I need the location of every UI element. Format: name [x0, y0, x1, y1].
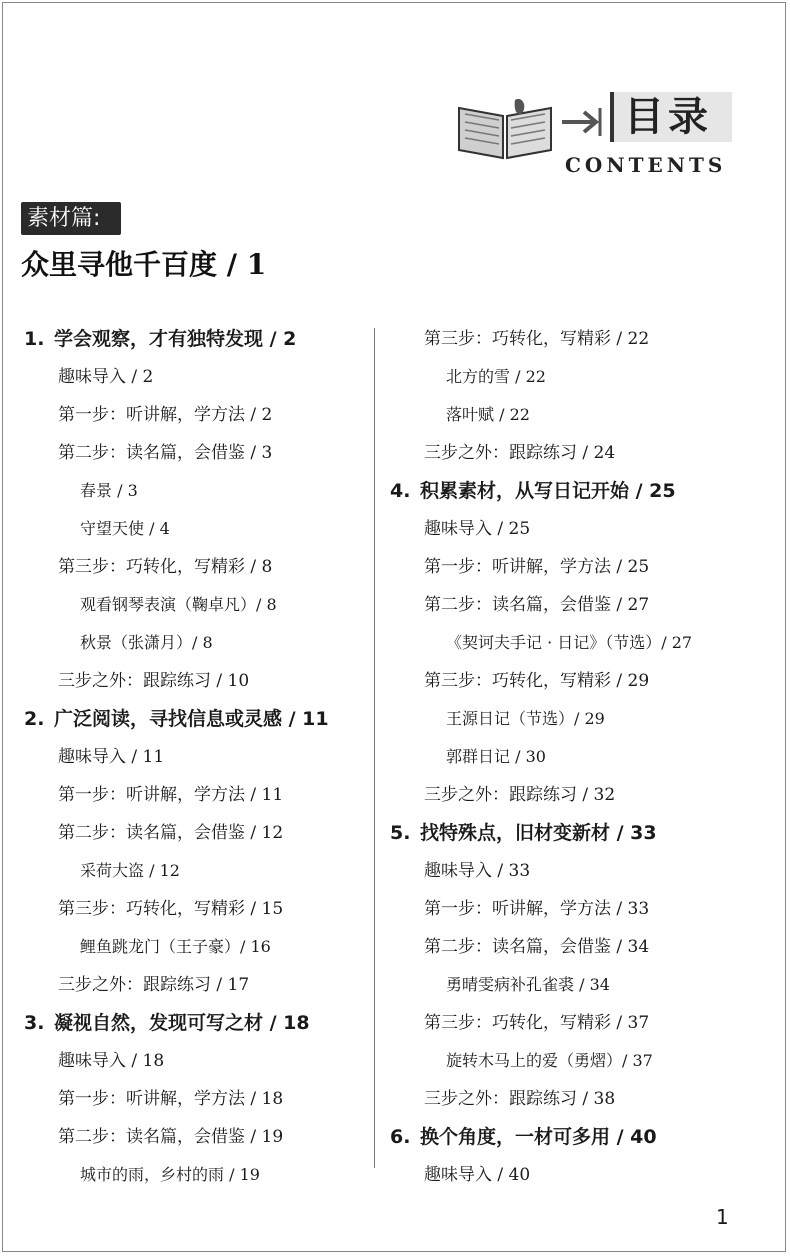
toc-article[interactable] [24, 928, 384, 966]
toc-entry-text: 第三步：巧转化，写精彩 / 22 [424, 329, 650, 349]
toc-entry-text: 第三步：巧转化，写精彩 / 15 [58, 899, 284, 919]
toc-entry-text: 郭群日记 / 30 [446, 747, 546, 766]
toc-article[interactable] [24, 472, 384, 510]
toc-section[interactable] [390, 510, 750, 548]
page-title: 目录 [624, 94, 712, 140]
section-badge: 素材篇: [21, 202, 121, 235]
toc-section[interactable] [24, 548, 384, 586]
toc-section[interactable] [24, 776, 384, 814]
toc-section[interactable] [390, 548, 750, 586]
toc-entry-text: 趣味导入 / 40 [424, 1165, 531, 1185]
toc-entry-text: 换个角度，一材可多用 / 40 [420, 1126, 657, 1148]
toc-entry-text: 趣味导入 / 11 [58, 747, 165, 767]
toc-article[interactable] [390, 396, 750, 434]
title-box [610, 92, 732, 142]
toc-entry-text: 第二步：读名篇，会借鉴 / 12 [58, 823, 284, 843]
toc-entry-text: 第二步：读名篇，会借鉴 / 19 [58, 1127, 284, 1147]
toc-entry-text: 守望天使 / 4 [80, 519, 170, 538]
toc-article[interactable] [390, 358, 750, 396]
toc-article[interactable] [24, 852, 384, 890]
toc-chapter[interactable] [24, 700, 384, 738]
toc-section[interactable] [390, 890, 750, 928]
toc-entry-text: 春景 / 3 [80, 481, 138, 500]
toc-section[interactable] [24, 662, 384, 700]
toc-entry-text: 趣味导入 / 2 [58, 367, 154, 387]
toc-entry-text: 鲤鱼跳龙门（王子豪）/ 16 [80, 937, 271, 956]
toc-section[interactable] [24, 1080, 384, 1118]
toc-entry-text: 勇晴雯病补孔雀裘 / 34 [446, 975, 610, 994]
toc-entry-text: 第一步：听讲解，学方法 / 2 [58, 405, 273, 425]
toc-entry-text: 北方的雪 / 22 [446, 367, 546, 386]
toc-article[interactable] [390, 966, 750, 1004]
toc-section[interactable] [390, 1080, 750, 1118]
toc-chapter-number: 3. [24, 1012, 45, 1034]
page-number: 1 [716, 1205, 729, 1229]
toc-entry-text: 第一步：听讲解，学方法 / 25 [424, 557, 650, 577]
toc-entry-text: 三步之外：跟踪练习 / 10 [58, 671, 250, 691]
toc-section[interactable] [390, 852, 750, 890]
toc-entry-text: 三步之外：跟踪练习 / 32 [424, 785, 616, 805]
toc-entry-text: 找特殊点，旧材变新材 / 33 [420, 822, 657, 844]
toc-section[interactable] [24, 1118, 384, 1156]
toc-section[interactable] [390, 586, 750, 624]
section-title: 众里寻他千百度 / 1 [21, 248, 267, 281]
toc-entry-text: 落叶赋 / 22 [446, 405, 530, 424]
toc-entry-text: 广泛阅读，寻找信息或灵感 / 11 [54, 708, 329, 730]
toc-entry-text: 第三步：巧转化，写精彩 / 29 [424, 671, 650, 691]
toc-chapter[interactable] [24, 1004, 384, 1042]
toc-article[interactable] [390, 1042, 750, 1080]
toc-entry-text: 趣味导入 / 18 [58, 1051, 165, 1071]
right-arrow-icon [560, 106, 604, 138]
toc-section[interactable] [390, 776, 750, 814]
toc-chapter-number: 6. [390, 1126, 411, 1148]
toc-article[interactable] [390, 738, 750, 776]
toc-right-column [390, 320, 750, 1194]
toc-chapter-number: 2. [24, 708, 45, 730]
toc-section[interactable] [390, 434, 750, 472]
toc-section[interactable] [24, 738, 384, 776]
toc-section[interactable] [390, 1004, 750, 1042]
toc-section[interactable] [390, 320, 750, 358]
toc-chapter[interactable] [390, 472, 750, 510]
contents-subtitle: CONTENTS [565, 153, 727, 177]
toc-entry-text: 三步之外：跟踪练习 / 17 [58, 975, 250, 995]
toc-entry-text: 第二步：读名篇，会借鉴 / 3 [58, 443, 273, 463]
toc-entry-text: 积累素材，从写日记开始 / 25 [420, 480, 676, 502]
toc-article[interactable] [24, 586, 384, 624]
toc-chapter[interactable] [390, 1118, 750, 1156]
toc-chapter-number: 1. [24, 328, 45, 350]
toc-entry-text: 城市的雨，乡村的雨 / 19 [80, 1165, 260, 1184]
toc-chapter-number: 5. [390, 822, 411, 844]
toc-entry-text: 三步之外：跟踪练习 / 24 [424, 443, 616, 463]
toc-entry-text: 第一步：听讲解，学方法 / 33 [424, 899, 650, 919]
toc-entry-text: 秋景（张潇月）/ 8 [80, 633, 213, 652]
toc-entry-text: 王源日记（节选）/ 29 [446, 709, 605, 728]
toc-entry-text: 第二步：读名篇，会借鉴 / 27 [424, 595, 650, 615]
toc-section[interactable] [390, 928, 750, 966]
toc-entry-text: 第二步：读名篇，会借鉴 / 34 [424, 937, 650, 957]
toc-article[interactable] [390, 700, 750, 738]
toc-article[interactable] [24, 624, 384, 662]
toc-entry-text: 《契诃夫手记 · 日记》（节选）/ 27 [446, 633, 693, 652]
toc-entry-text: 第三步：巧转化，写精彩 / 37 [424, 1013, 650, 1033]
open-book-icon [455, 96, 555, 160]
toc-entry-text: 采荷大盗 / 12 [80, 861, 180, 880]
toc-entry-text: 第一步：听讲解，学方法 / 11 [58, 785, 284, 805]
toc-entry-text: 三步之外：跟踪练习 / 38 [424, 1089, 616, 1109]
toc-article[interactable] [24, 1156, 384, 1194]
toc-section[interactable] [390, 662, 750, 700]
toc-chapter[interactable] [24, 320, 384, 358]
toc-left-column [24, 320, 384, 1194]
toc-entry-text: 第三步：巧转化，写精彩 / 8 [58, 557, 273, 577]
toc-entry-text: 学会观察，才有独特发现 / 2 [54, 328, 297, 350]
toc-section[interactable] [24, 814, 384, 852]
toc-section[interactable] [24, 1042, 384, 1080]
toc-section[interactable] [24, 890, 384, 928]
toc-article[interactable] [390, 624, 750, 662]
toc-section[interactable] [24, 966, 384, 1004]
toc-section[interactable] [24, 358, 384, 396]
toc-chapter-number: 4. [390, 480, 411, 502]
toc-section[interactable] [24, 396, 384, 434]
toc-entry-text: 观看钢琴表演（鞠卓凡）/ 8 [80, 595, 277, 614]
toc-section[interactable] [24, 434, 384, 472]
toc-entry-text: 第一步：听讲解，学方法 / 18 [58, 1089, 284, 1109]
toc-chapter[interactable] [390, 814, 750, 852]
toc-entry-text: 旋转木马上的爱（勇熠）/ 37 [446, 1051, 653, 1070]
toc-entry-text: 趣味导入 / 25 [424, 519, 531, 539]
toc-section[interactable] [390, 1156, 750, 1194]
toc-entry-text: 凝视自然，发现可写之材 / 18 [54, 1012, 310, 1034]
toc-article[interactable] [24, 510, 384, 548]
toc-entry-text: 趣味导入 / 33 [424, 861, 531, 881]
